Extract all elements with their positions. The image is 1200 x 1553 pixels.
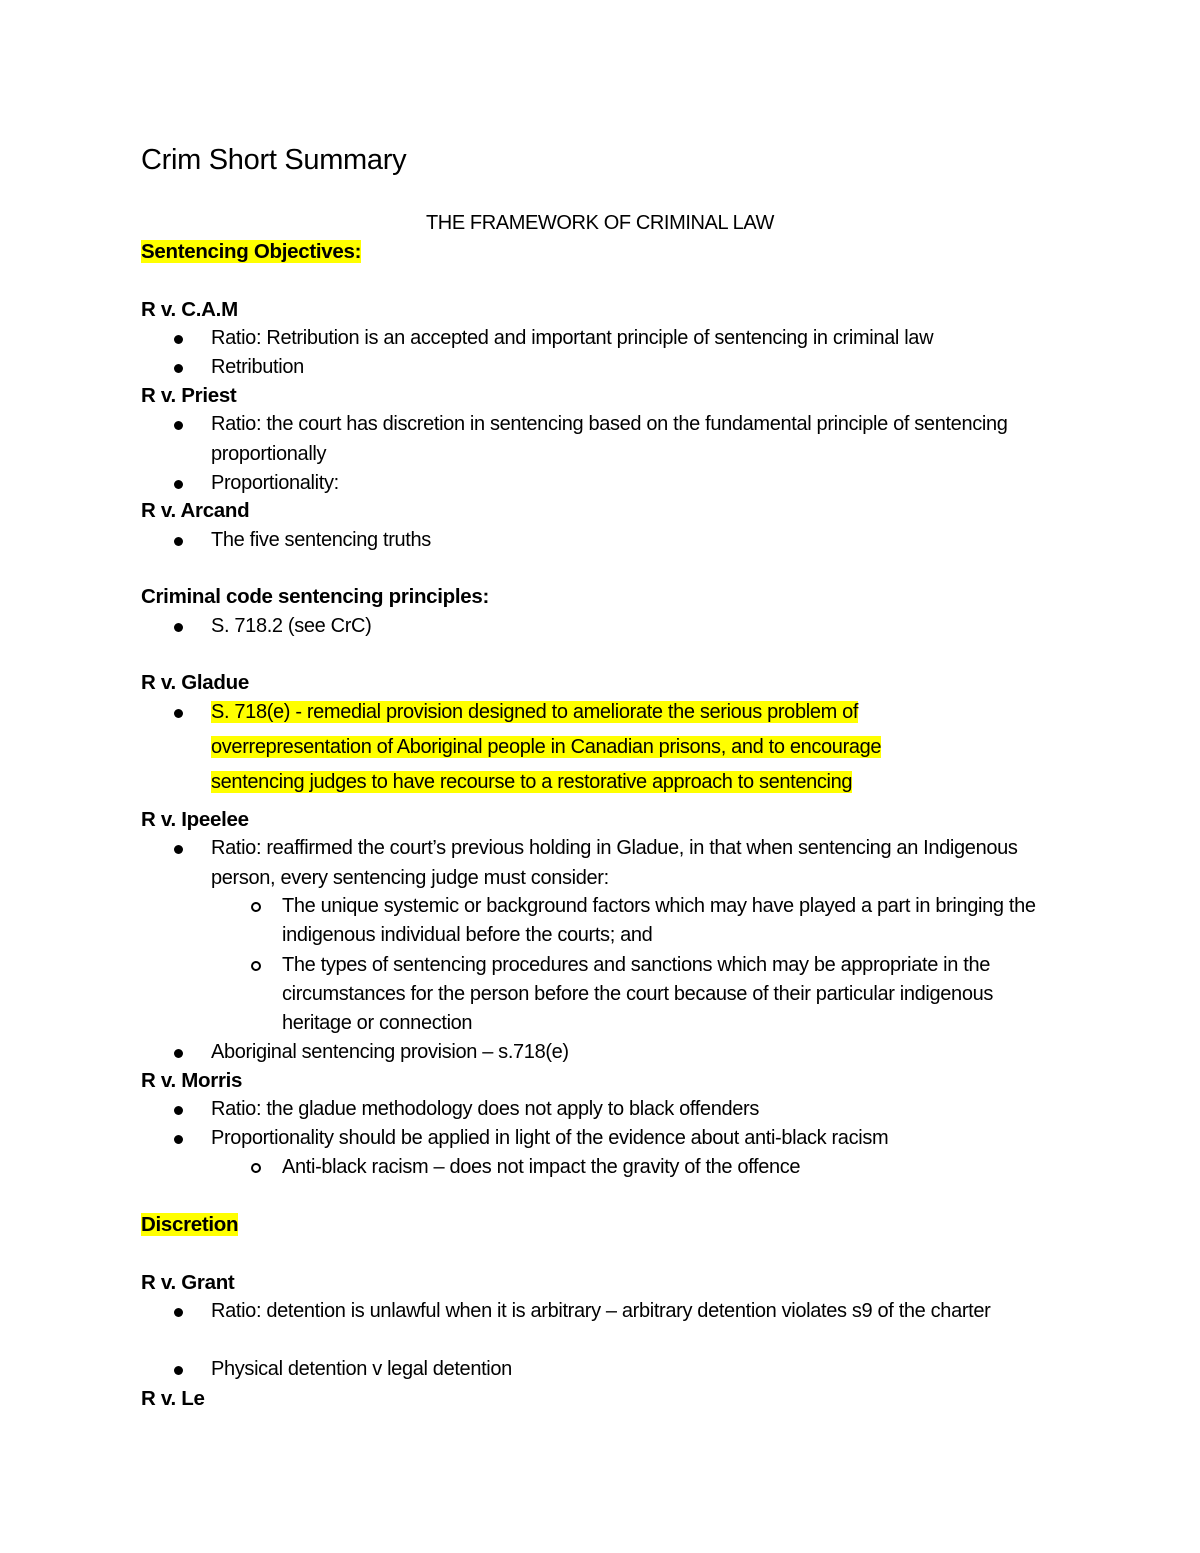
case-title-morris: R v. Morris — [141, 1069, 243, 1092]
list-item — [211, 695, 1051, 800]
case-title-arcand: R v. Arcand — [141, 499, 250, 522]
case-title-priest: R v. Priest — [141, 384, 237, 407]
list-item: Aboriginal sentencing provision – s.718(e) — [211, 1038, 1051, 1068]
gladue-highlight-line-3: sentencing judges to have recourse to a restorative approach to sentencing — [211, 771, 853, 793]
case-title-grant: R v. Grant — [141, 1271, 235, 1294]
list-subitem: The unique systemic or background factors which may have played a part in bringing the indigenous individual before the courts; and — [282, 892, 1052, 950]
document-title: Crim Short Summary — [141, 144, 407, 176]
list-item: Physical detention v legal detention — [211, 1355, 1051, 1385]
list-subitem: The types of sentencing procedures and sanctions which may be appropriate in the circumstances for the person before the court because of their particular indigenous heritage or connection — [282, 951, 1052, 1038]
gladue-highlight-line-2: overrepresentation of Aboriginal people in Canadian prisons, and to encourage — [211, 736, 882, 758]
case-title-le: R v. Le — [141, 1387, 205, 1410]
criminal-code-heading: Criminal code sentencing principles: — [141, 585, 490, 608]
sentencing-objectives-heading — [141, 237, 361, 267]
list-item: Retribution — [211, 353, 1051, 383]
sentencing-objectives-label: Sentencing Objectives: — [141, 240, 362, 263]
list-item: Proportionality should be applied in light of the evidence about anti-black racism — [211, 1124, 1051, 1154]
framework-heading: THE FRAMEWORK OF CRIMINAL LAW — [425, 212, 775, 234]
list-subitem: Anti-black racism – does not impact the gravity of the offence — [282, 1153, 1052, 1182]
list-item: Ratio: the gladue methodology does not apply to black offenders — [211, 1095, 1051, 1125]
case-title-gladue: R v. Gladue — [141, 671, 249, 694]
list-item: S. 718.2 (see CrC) — [211, 612, 1051, 642]
list-item: The five sentencing truths — [211, 526, 1051, 556]
case-title-cam: R v. C.A.M — [141, 298, 238, 321]
list-item: Ratio: detention is unlawful when it is arbitrary – arbitrary detention violates s9 of the charter — [211, 1297, 1051, 1327]
list-item: Ratio: Retribution is an accepted and important principle of sentencing in criminal law — [211, 324, 1051, 354]
list-item: Ratio: the court has discretion in sentencing based on the fundamental principle of sentencing proportionally — [211, 410, 1051, 469]
gladue-highlight-line-1: S. 718(e) - remedial provision designed to ameliorate the serious problem of — [211, 701, 859, 723]
case-title-ipeelee: R v. Ipeelee — [141, 808, 249, 831]
list-item: Ratio: reaffirmed the court’s previous holding in Gladue, in that when sentencing an Indigenous person, every sentencing judge must consider: — [211, 834, 1051, 893]
discretion-label: Discretion — [141, 1213, 239, 1236]
discretion-heading — [141, 1210, 238, 1240]
list-item: Proportionality: — [211, 469, 1051, 499]
